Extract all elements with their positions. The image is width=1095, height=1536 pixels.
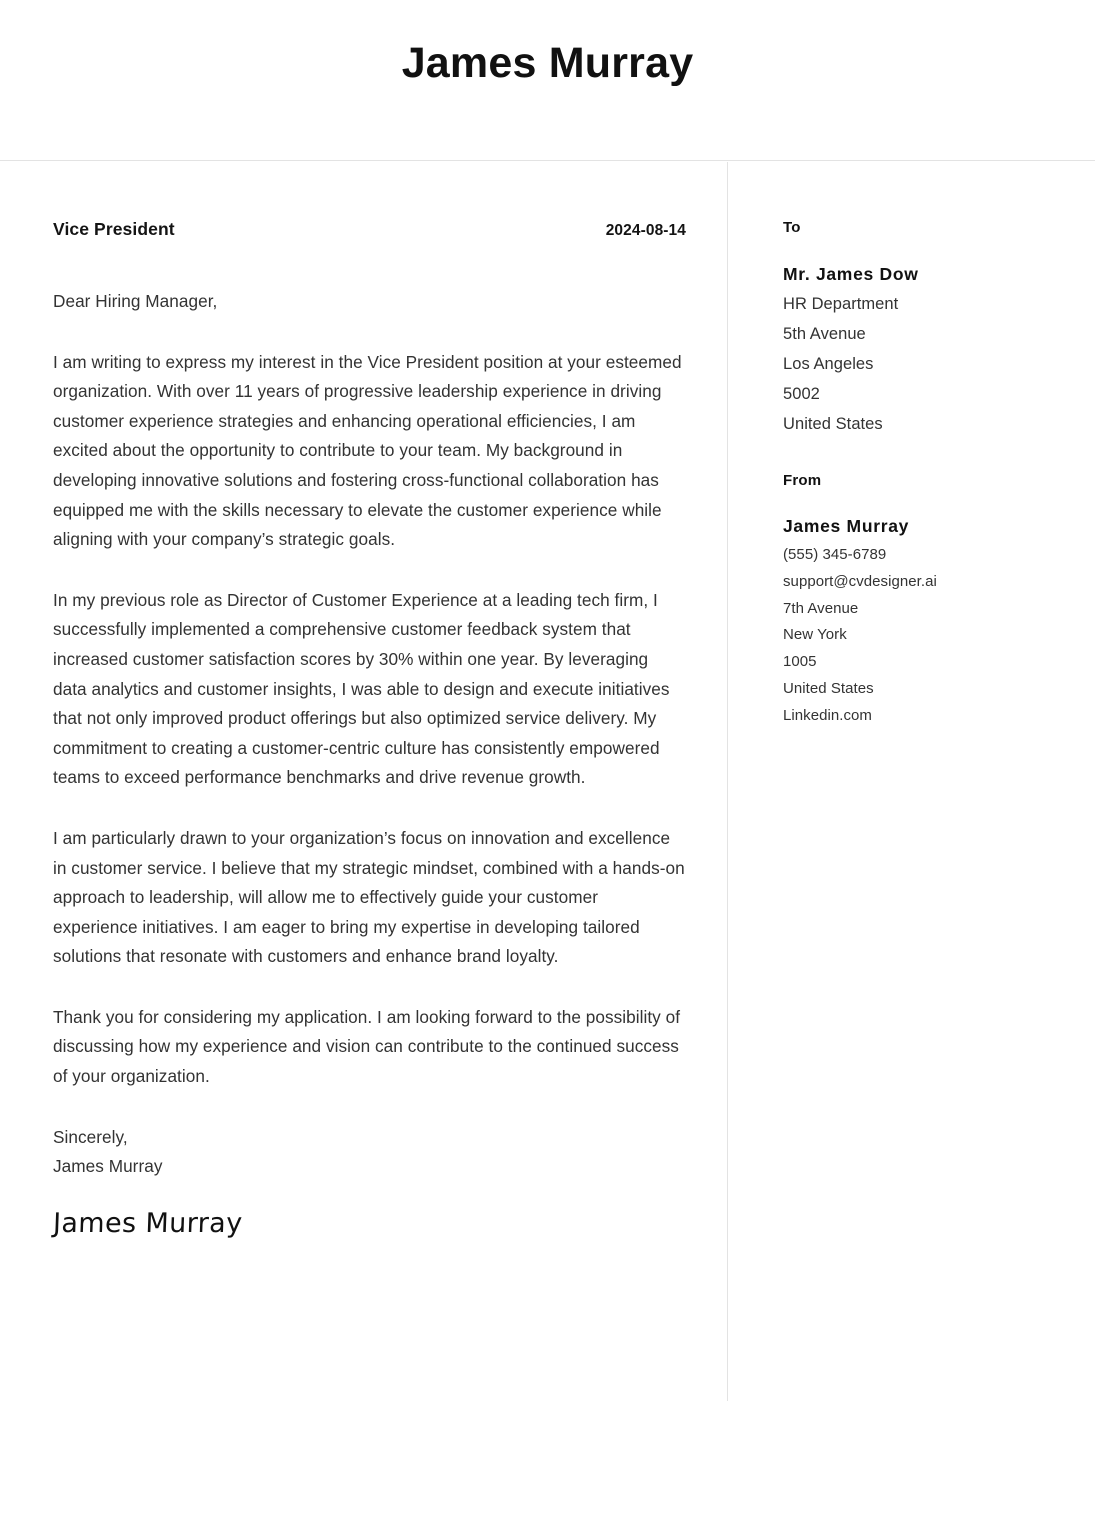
recipient-line: HR Department bbox=[783, 295, 899, 313]
recipient-line: 5th Avenue bbox=[783, 325, 866, 343]
sender-line: 1005 bbox=[783, 653, 817, 671]
closing-block bbox=[53, 1123, 686, 1182]
letter-date: 2024-08-14 bbox=[605, 222, 686, 239]
sender-email: support@cvdesigner.ai bbox=[783, 572, 937, 590]
column-divider bbox=[727, 162, 728, 1401]
recipient-line: 5002 bbox=[783, 385, 820, 403]
letter-paragraph: I am writing to express my interest in the Vice President position at your esteemed organization. With over 11 years of progressive leadership experience in driving customer experience strategies and enhancing operational efficiencies, I am excited about the opportunity to contribute to your team. My background in developing innovative solutions and fostering cross-functional collaboration has equipped me with the skills necessary to elevate the customer experience while aligning with your company’s strategic goals. bbox=[53, 351, 682, 550]
letter-paragraph: I am particularly drawn to your organization’s focus on innovation and excellence in customer service. I believe that my strategic mindset, combined with a hands-on approach to leadership, will allow me to effectively guide your customer experience initiatives. I am eager to bring my expertise in developing tailored solutions that resonate with customers and enhance brand loyalty. bbox=[53, 827, 685, 967]
signature: James Murray bbox=[52, 1207, 244, 1239]
document-header bbox=[0, 0, 1095, 161]
letter-column bbox=[0, 161, 727, 1239]
letter-paragraph: In my previous role as Director of Customer Experience at a leading tech firm, I successfully implemented a comprehensive customer feedback system that increased customer satisfaction scores by 30% within one year. By leveraging data analytics and customer insights, I was able to design and execute initiatives that not only improved product offerings but also optimized service delivery. My commitment to creating a customer-centric culture has consistently empowered teams to exceed performance benchmarks and drive revenue growth. bbox=[53, 589, 670, 788]
letter-paragraph: Thank you for considering my application. I am looking forward to the possibility of discussing how my experience and vision can contribute to the continued success of your organization. bbox=[53, 1006, 681, 1087]
sender-line: New York bbox=[783, 626, 847, 644]
closing-name: James Murray bbox=[53, 1156, 163, 1177]
salutation: Dear Hiring Manager, bbox=[53, 291, 218, 311]
closing-salutation: Sincerely, bbox=[53, 1126, 128, 1147]
sender-name: James Murray bbox=[783, 516, 910, 536]
sender-block bbox=[783, 472, 1069, 730]
document-body bbox=[0, 161, 1095, 1239]
recipient-name: Mr. James Dow bbox=[783, 264, 919, 284]
address-column bbox=[727, 161, 1095, 730]
recipient-line: United States bbox=[783, 415, 883, 433]
recipient-line: Los Angeles bbox=[783, 355, 874, 373]
sender-line: United States bbox=[783, 679, 874, 697]
sender-heading: From bbox=[783, 472, 822, 489]
job-title: Vice President bbox=[53, 219, 175, 239]
sender-website: Linkedin.com bbox=[783, 706, 872, 724]
sender-line: 7th Avenue bbox=[783, 599, 859, 617]
recipient-heading: To bbox=[783, 219, 801, 236]
page-title: James Murray bbox=[401, 39, 694, 87]
letter-meta bbox=[53, 219, 686, 240]
recipient-block bbox=[783, 219, 1069, 439]
sender-phone: (555) 345-6789 bbox=[783, 546, 887, 563]
